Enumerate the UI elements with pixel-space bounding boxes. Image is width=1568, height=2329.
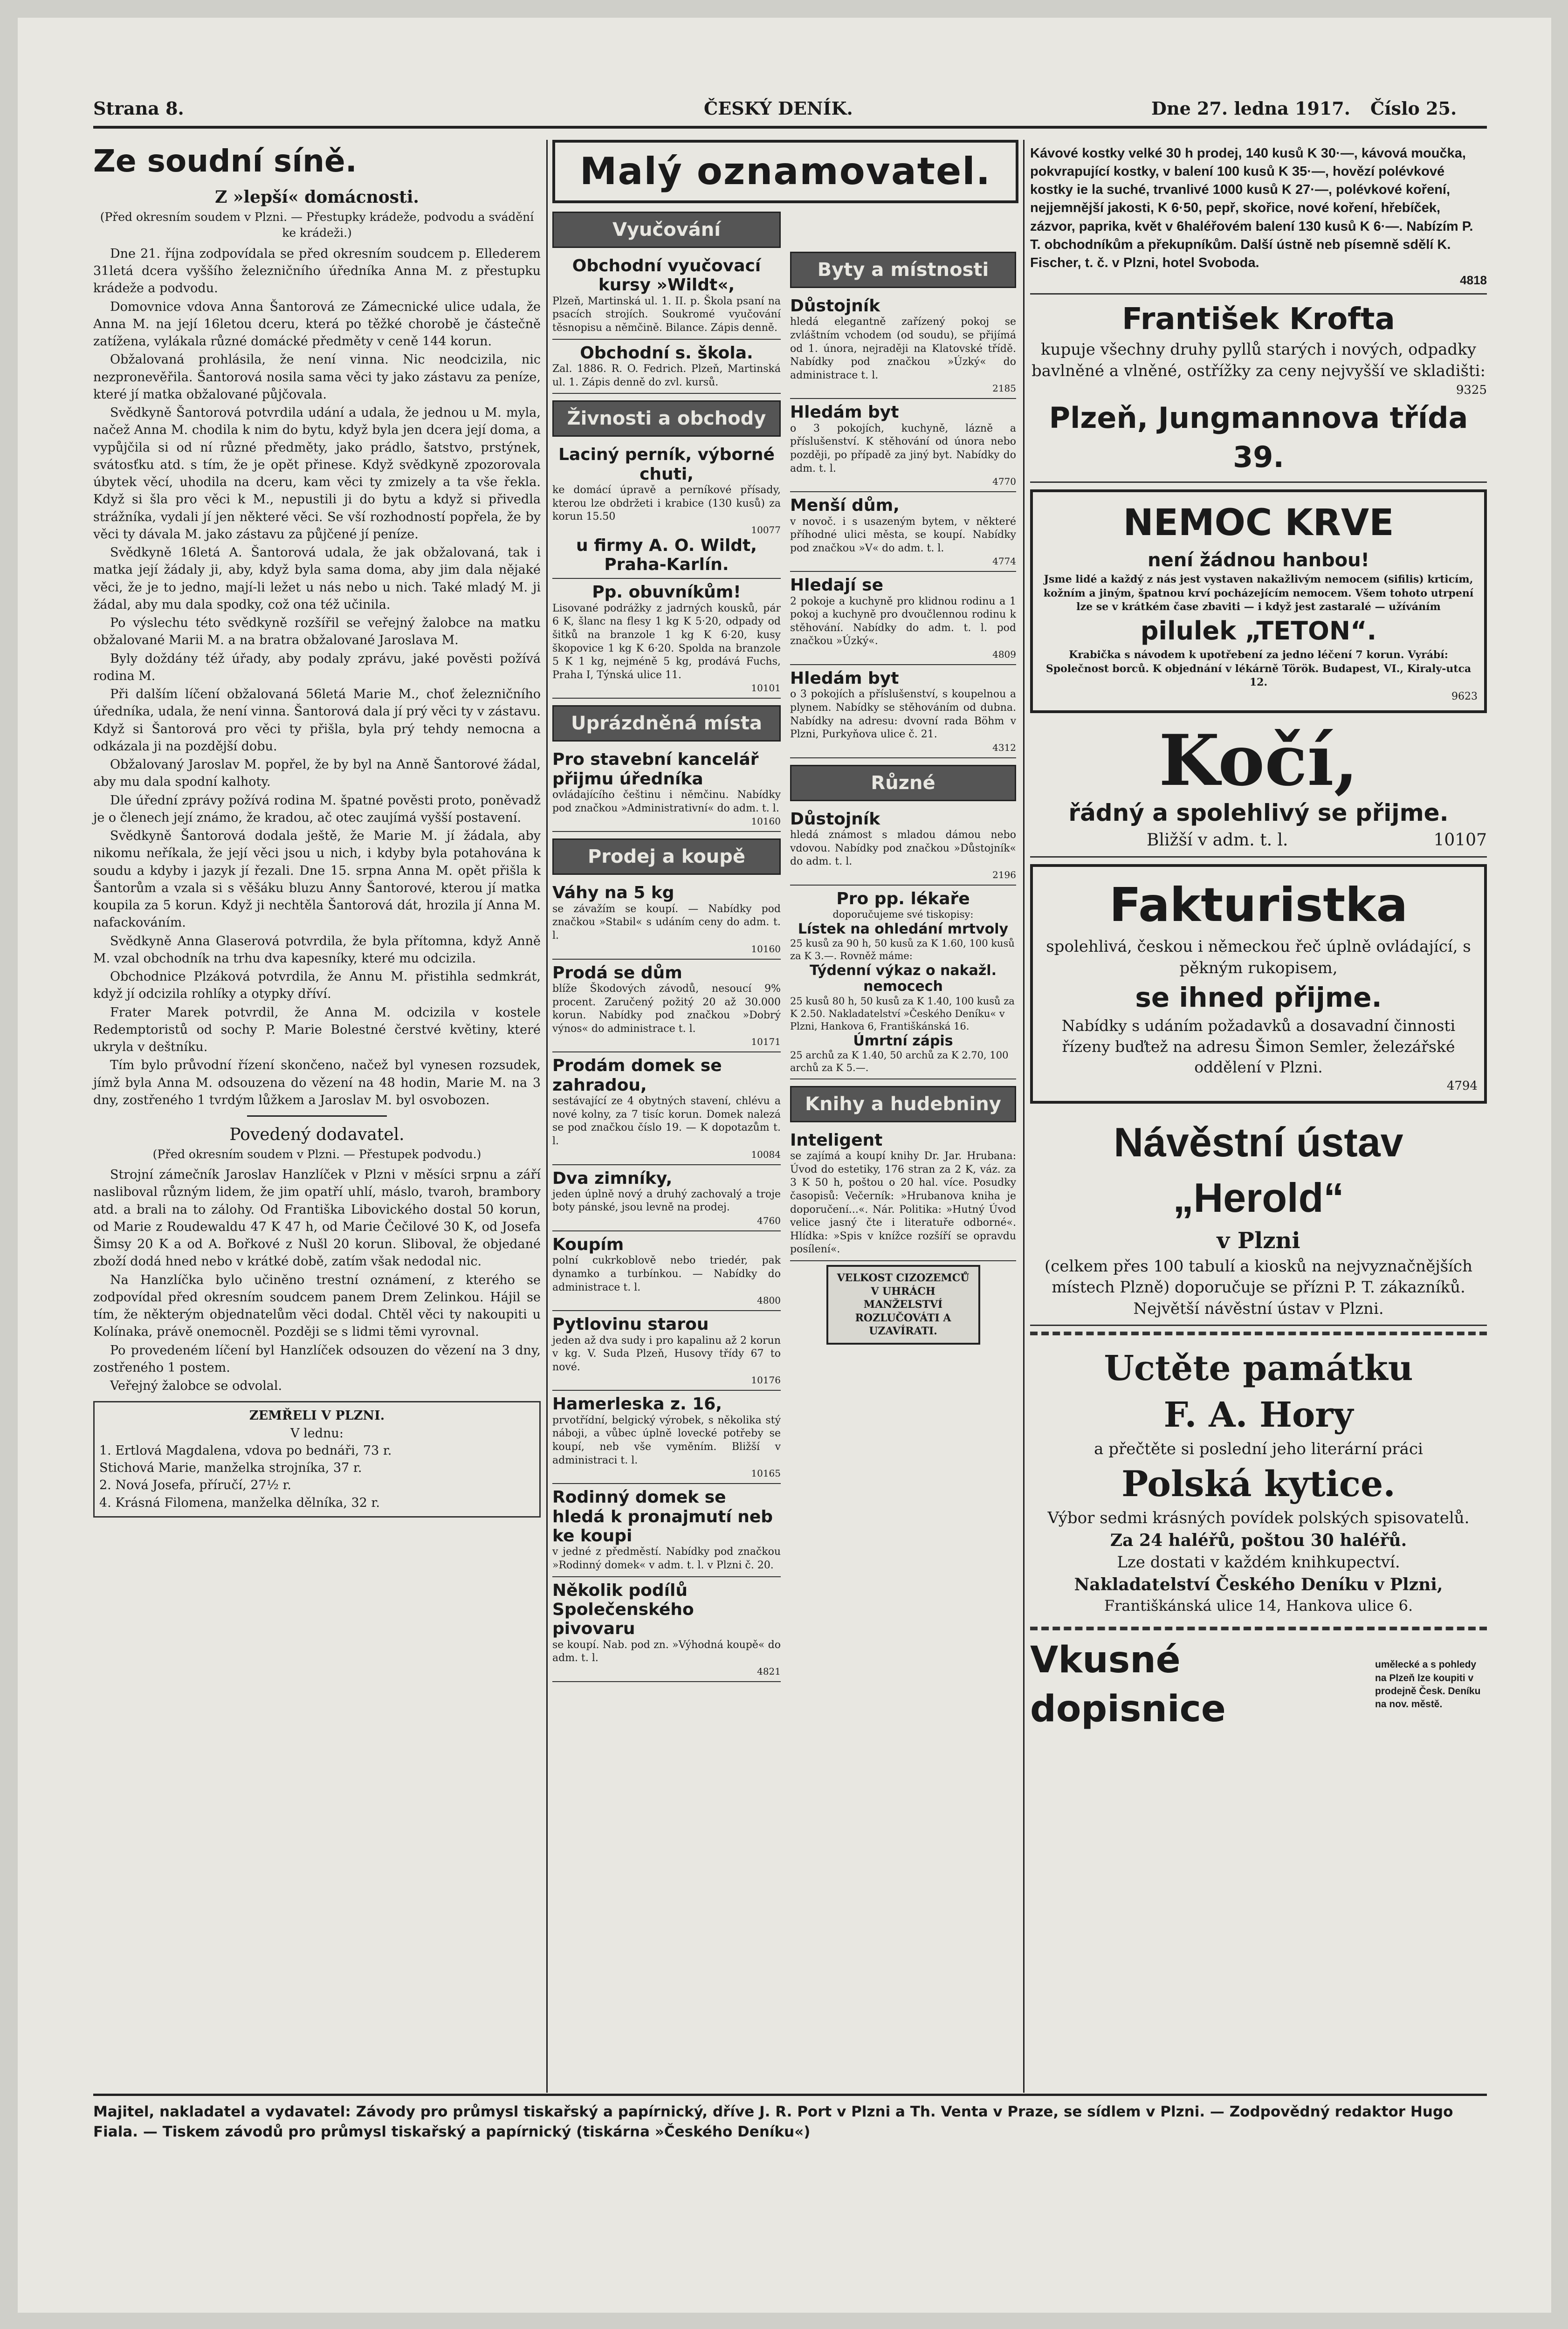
author-name: F. A. Hory <box>1163 1395 1354 1436</box>
coffee-cubes-ad <box>1030 140 1487 295</box>
article-paragraph: Svědkyně Šantorová dodala ještě, že Marie M. jí žádala, aby nikomu neříkala, že její věci jsou u nich, i kdyby byla potahována k soudu a kdyby i jazyk jí řezali. Dne 15. srpna Anna M. opět přišla k Šantorům a vzala si s věšáku bluzu Anny Šantorové, kterou jí matka koupila za 5 korun. Když ji nechtěla Šantorová dát, hrozila jí Anna M. nafackováním. <box>93 829 541 930</box>
deaths-item: 4. Krásná Filomena, manželka dělníka, 32 r. <box>99 1495 380 1510</box>
deaths-month: V lednu: <box>290 1426 344 1441</box>
ad-title: Pytlovinu starou <box>552 1315 709 1334</box>
classified-ad <box>790 293 1016 399</box>
ad-number: 10084 <box>751 1148 781 1160</box>
section-header-knihy: Knihy a hudebniny <box>790 1086 1016 1122</box>
classified-ad <box>552 1484 781 1577</box>
ad-body: o 3 pokojích, kuchyně, lázně a příslušenství. K stěhování od února nebo později, po případě za jiný byt. Nabídky do adm. t. l. <box>790 422 1016 474</box>
classified-ad <box>790 1127 1016 1261</box>
article-subtitle: (Před okresním soudem v Plzni. — Přestupek podvodu.) <box>152 1147 481 1161</box>
article-subtitle: (Před okresním soudem v Plzni. — Přestupky krádeže, podvodu a svádění ke krádeži.) <box>100 210 534 240</box>
article-paragraph: Obžalovaná prohlásila, že není vinna. Nic neodcizila, nic nezpronevěřila. Šantorová nosila sama věci ty jako zástavu za peníze, které jí matka obžalované půjčovala. <box>93 352 541 402</box>
ad-number: 9325 <box>1456 383 1487 398</box>
ad-number: 10176 <box>751 1374 781 1386</box>
ad-highlight: se ihned přijme. <box>1135 982 1382 1014</box>
ad-body: hledá elegantně zařízený pokoj se zvláštním vchodem (od soudu), se přijímá od 1. února, nejraději na Klatovské třídě. Nabídky pod značkou »Úzký« do administrace t. l. <box>790 316 1016 381</box>
ad-number: 4818 <box>1460 273 1487 287</box>
ad-title: Menší dům, <box>790 496 900 515</box>
ad-number: 10160 <box>751 816 781 827</box>
ad-title: Fakturistka <box>1109 878 1408 933</box>
herold-ad <box>1030 1110 1487 1326</box>
ad-number: 4760 <box>757 1215 781 1227</box>
doctor-forms-ad <box>790 886 1016 1079</box>
article-paragraph: Veřejný žalobce se odvolal. <box>110 1379 282 1394</box>
article-paragraph: Frater Marek potvrdil, že Anna M. odcizila v kostele Redemptoristů od sochy P. Marie Bolestné čerstvé květiny, které ukryla v deštníku. <box>93 1005 541 1054</box>
ad-subtitle: není žádnou hanbou! <box>1148 550 1369 571</box>
ad-title: Důstojník <box>790 809 880 829</box>
issue-number: Číslo 25. <box>1370 98 1457 119</box>
classified-ad <box>552 253 781 340</box>
ad-body: polní cukrkoblově nebo triedér, pak dynamko a turbínkou. — Nabídky do administrace t. l. <box>552 1255 781 1293</box>
ad-title: Hledám byt <box>790 403 899 422</box>
court-column <box>93 140 541 2088</box>
article-paragraph: Po výslechu této svědkyně rozšířil se veřejný žalobce na matku obžalované Marii M. a na bratra obžalované Jaroslava M. <box>93 616 541 648</box>
classified-ad <box>552 441 781 579</box>
ad-offer: Nabídky s udáním požadavků a dosavadní činnosti řízeny buďtež na adresu Šimon Semler, železářské oddělení v Plzni. <box>1061 1017 1456 1077</box>
ad-address: Plzeň, Jungmannova třída 39. <box>1049 401 1468 474</box>
article-paragraph: Domovnice vdova Anna Šantorová ze Zámecnické ulice udala, že Anna M. na její 16letou dceru, která po těžké chorobě je částečně zatížena, vylákala různé domácké předměty v ceně 144 korun. <box>93 299 541 349</box>
classified-ad <box>552 1165 781 1232</box>
ad-number: 4800 <box>757 1295 781 1306</box>
ad-body: se zajímá a koupí knihy Dr. Jar. Hrubana: Úvod do estetiky, 176 stran za 2 K, váz. za 3 K 50 h, poštou o 20 hal. více. Posudky časopisů: Večerník: »Hrubanova kniha je doporučení...«. Nár. Politika: »Hutný Úvod velice jasný čte i literatuře odborné«. Hlídka: »Spis v knížce rozšíří se opravdu posílení«. <box>790 1150 1016 1256</box>
classified-ad <box>552 340 781 394</box>
ad-title: Hamerleska z. 16, <box>552 1395 722 1414</box>
classified-ad <box>790 492 1016 572</box>
ad-number: 4774 <box>992 556 1016 567</box>
ad-body: ke domácí úpravě a perníkové přísady, kterou lze obdržeti i krabice (130 kusů) za korun 15.50 <box>552 484 781 523</box>
ad-number: 4794 <box>1446 1079 1478 1093</box>
ad-body: (celkem přes 100 tabulí a kiosků na nejvyznačnějších místech Plzně) doporučuje se přízni P. T. zákazníků. Největší návěstní ústav v Plzni. <box>1045 1257 1472 1319</box>
ad-title: Uctěte památku <box>1104 1348 1413 1389</box>
dashed-border <box>1030 1332 1487 1335</box>
section-header-byty: Byty a místnosti <box>790 252 1016 288</box>
ad-place: v Plzni <box>1217 1227 1300 1254</box>
ad-body: Zal. 1886. R. O. Fedrich. Plzeň, Martinská ul. 1. Zápis denně do zvl. kursů. <box>552 363 781 388</box>
column-divider-1 <box>546 140 548 2093</box>
article-paragraph: Strojní zámečník Jaroslav Hanzlíček v Plzni v měsíci srpnu a září nasliboval různým lidem, že jim opatří uhlí, máslo, tvaroh, brambory atd. a brali na to zálohy. Od Františka Libovického dostal 50 korun, od Marie z Roudewaldu 47 K 47 h, od Marie Čečilové 30 K, od Josefa Šimsy 20 K a od A. Bořkové z Nušl 20 korun. Sliboval, že objedané zboží dodá hned nebo v krátké době, zatím však nedodal nic. <box>93 1168 541 1269</box>
ad-body: Jsme lidé a každý z nás jest vystaven nakažlivým nemocem (sifilis) krticím, kožním a jiným, špatnou krví pocházejícím nemocem. Všem tohoto utrpení lze se v krátkém čase zbaviti — i když jest zastaralé — užíváním <box>1043 573 1474 613</box>
ad-body: blíže Škodových závodů, nesoucí 9% procent. Zaručený požitý 20 až 30.000 korun. Nabídky pod značkou »Dobrý výnos« do administrace t. l. <box>552 982 781 1035</box>
ad-title: Váhy na 5 kg <box>552 883 674 903</box>
ad-body: řádný a spolehlivý se přijme. <box>1068 799 1449 827</box>
classified-ad <box>552 960 781 1053</box>
ad-text: a přečtěte si poslední jeho literární práci <box>1094 1439 1423 1458</box>
ad-number: 2196 <box>992 869 1016 880</box>
ad-body: prvotřídní, belgický výrobek, s několika stý náboji, a vůbec úplně lovecké potřeby se koupí, neb vše vyměním. Bližší v administraci t. l. <box>552 1414 781 1466</box>
form-name: Lístek na ohledání mrtvoly <box>798 921 1009 937</box>
ad-body: v novoč. i s usazeným bytem, v některé příhodné ulici města, se koupí. Nabídky pod značkou »V« do adm. t. l. <box>790 515 1016 554</box>
imprint-footer: Majitel, nakladatel a vydavatel: Závody pro průmysl tiskařský a papírnický, dříve J. R. Port v Plzni a Th. Venta v Praze, se sídlem v Plzni. — Zodpovědný redaktor Hugo Fiala. — Tiskem závodů pro průmysl tiskařský a papírnický (tiskárna »Českého Deníku«) <box>93 2103 1453 2141</box>
ad-body: spolehlivá, českou i německou řeč úplně ovládající, s pěkným rukopisem, <box>1046 937 1471 978</box>
publisher-address: Františkánská ulice 14, Hankova ulice 6. <box>1104 1597 1413 1615</box>
classified-ad <box>790 806 1016 886</box>
ad-title: Návěstní ústav „Herold“ <box>1114 1119 1403 1221</box>
classified-ad <box>790 665 1016 758</box>
ad-title: Prodá se dům <box>552 963 682 982</box>
article-title: Povedený dodavatel. <box>229 1125 405 1144</box>
ad-title: NEMOC KRVE <box>1123 502 1394 544</box>
classified-ad <box>552 746 781 832</box>
product-name: pilulek „TETON“. <box>1140 616 1377 646</box>
krofta-ad <box>1030 295 1487 483</box>
article-paragraph: Svědkyně 16letá A. Šantorová udala, že jak obžalovaná, tak i matka její žádaly ji, aby, když byla sama doma, aby jim dala nějaké věci, že je to jedno, mají-li ležet u nás nebo u nich. Také mladý M. ji žádal, aby mu dala spodky, což ona též učinila. <box>93 545 541 612</box>
ad-number: 10160 <box>751 943 781 955</box>
deaths-notice <box>93 1401 541 1518</box>
form-price: 25 kusů 80 h, 50 kusů za K 1.40, 100 kusů za K 2.50. Nakladatelství »Českého Deníku« v Plzni, Hankova 6, Františkánská 16. <box>790 995 1015 1032</box>
postcards-ad <box>1030 1636 1487 1734</box>
ad-title: Hledám byt <box>790 669 899 688</box>
form-price: 25 kusů za 90 h, 50 kusů za K 1.60, 100 kusů za K 3.—. Rovněž máme: <box>790 938 1015 962</box>
ad-number: 10077 <box>751 524 781 536</box>
article-paragraph: Svědkyně Šantorová potvrdila udání a udala, že jednou u M. myla, načež Anna M. chodila k nim do bytu, když byla jen dcera její doma, a vypůjčila si od ní různé předměty, jako prádlo, šatstvo, prstýnek, svátosťku atd. s tím, že je opět přinese. Když svědkyně zpozorovala úbytek věcí, uhodila na dceru, kam věci ty zmizely a ta vše řekla. Když si šla pro věci k M., nepustili ji do bytu a když si přivedla strážníka, vydali jí jen některé věci. Se vší rozhodností popřela, že by věci ty dávala M. jako zástavu za půjčené jí peníze. <box>93 405 541 542</box>
article-separator <box>247 1115 387 1117</box>
newspaper-title: ČESKÝ DENÍK. <box>704 98 853 119</box>
ad-body: Plzeň, Martinská ul. 1. II. p. Škola psaní na psacích strojích. Soukromé vyučování těsnopisu a němčině. Bilance. Zápis denně. <box>552 295 781 334</box>
ad-number: 10101 <box>751 682 781 694</box>
court-heading: Ze soudní síně. <box>93 143 357 179</box>
ad-body: Lisované podrážky z jadrných kousků, pár 6 K, šlanc na flesy 1 kg K 5·20, odpady od šitků na branzole 1 kg K 6·20, kusy škopovice 1 kg K 6·20. Spolda na branzole 5 K 1 kg, nejméně 5 kg, prodává Fuchs, Praha I, Týnská ulice 11. <box>552 602 781 681</box>
classified-ad <box>552 1391 781 1484</box>
ad-title: Několik podílů Společenského pivovaru <box>552 1580 694 1639</box>
ad-number: 2185 <box>992 383 1016 394</box>
ad-number: 4312 <box>992 742 1016 753</box>
article-paragraph: Obchodnice Plzáková potvrdila, že Annu M. přistihla sedmkrát, když jí odcizila rohlíky a otypky dříví. <box>93 969 541 1002</box>
page-number: Strana 8. <box>93 98 184 119</box>
ad-number: 10171 <box>751 1036 781 1048</box>
deaths-item: Stichová Marie, manželka strojníka, 37 r. <box>99 1461 362 1476</box>
article-paragraph: Dne 21. října zodpovídala se před okresním soudcem p. Ellederem 31letá dcera vyššího železničního úředníka Anna M. z přestupku krádeže a podvodu. <box>93 246 541 296</box>
classifieds-banner: Malý oznamovatel. <box>552 140 1018 203</box>
section-header-vyucovani: Vyučování <box>552 212 781 248</box>
display-ads-column <box>1030 140 1487 2088</box>
ad-title: Hledají se <box>790 576 884 595</box>
ad-side: umělecké a s pohledy na Plzeň lze koupiti v prodejně Česk. Deníku na nov. městě. <box>1375 1659 1481 1710</box>
deaths-item: 2. Nová Josefa, příručí, 27½ r. <box>99 1478 292 1493</box>
teton-ad <box>1030 489 1487 713</box>
ad-body: 2 pokoje a kuchyně pro klidnou rodinu a 1 pokoj a kuchyně pro dvoučlennou rodinu k stěhování. Nabídky do adm. t. l. pod značkou »Úzký«. <box>790 595 1016 647</box>
classified-ad <box>790 572 1016 665</box>
ad-body: ovládajícího češtinu i němčinu. Nabídky pod značkou »Administrativní« do adm. t. l. <box>552 789 781 814</box>
ad-title: Inteligent <box>790 1130 883 1150</box>
ad-body: o 3 pokojích a příslušenství, s koupelnou a plynem. Nabídky se stěhováním od dubna. Nabídky na adresu: dvovní rada Böhm v Plzni, Purkyňova ulice č. 21. <box>790 688 1016 741</box>
coachman-ad <box>1030 720 1487 858</box>
form-price: 25 archů za K 1.40, 50 archů za K 2.70, 100 archů za K 5.—. <box>790 1050 1009 1074</box>
hory-book-ad <box>1030 1341 1487 1621</box>
ad-title: František Krofta <box>1122 302 1395 337</box>
ad-number: 4809 <box>992 649 1016 660</box>
ad-body: kupuje všechny druhy pyllů starých i nových, odpadky bavlněné a vlněné, ostřížky za ceny nejvyšší ve skladišti: <box>1031 340 1486 381</box>
ad-info: Bližší v adm. t. l. <box>1147 830 1288 850</box>
ad-title: Dva zimníky, <box>552 1168 673 1188</box>
book-cover-placard: VELKOST CIZOZEMCŮ V UHRÁCH MANŽELSTVÍ ROZLUČOVÁTI A UZAVÍRATI. <box>826 1265 980 1345</box>
ad-body: sestávající ze 4 obytných stavení, chlévu a nové kolny, za 7 tisíc korun. Domek nalezá se pod značkou číslo 19. — K dopotazům t. l. <box>552 1095 781 1147</box>
issue-date: Dne 27. ledna 1917. <box>1151 98 1350 119</box>
article-paragraph: Obžalovaný Jaroslav M. popřel, že by byl na Anně Šantorové žádal, aby mu dala spodní kalhoty. <box>93 757 541 790</box>
ad-title: Pp. obuvníkům! <box>592 583 741 602</box>
ad-number: 4821 <box>757 1665 781 1677</box>
ad-title: Prodám domek se zahradou, <box>552 1056 722 1095</box>
classified-ad <box>552 1231 781 1311</box>
ad-title: Obchodní s. škola. <box>580 343 753 363</box>
section-header-uprazdnena: Uprázdněná místa <box>552 705 781 742</box>
article-paragraph: Dle úřední zprávy požívá rodina M. špatné pověsti proto, poněvadž je o členech její známo, že kradou, ač otec zaujímá vyšší postavení. <box>93 793 541 825</box>
classified-ad <box>552 579 781 699</box>
column-divider-3 <box>1023 140 1025 2093</box>
article-title: Z »lepší« domácnosti. <box>215 187 419 207</box>
ad-body: se koupí. Nab. pod zn. »Výhodná koupě« do adm. t. l. <box>552 1639 781 1664</box>
ad-title: u firmy A. O. Wildt, Praha-Karlín. <box>576 536 757 575</box>
book-description: Výbor sedmi krásných povídek polských spisovatelů. <box>1047 1509 1470 1528</box>
ad-number: 10107 <box>1433 830 1487 850</box>
masthead-rule <box>93 126 1487 129</box>
form-name: Týdenní výkaz o nakažl. nemocech <box>810 962 997 995</box>
form-name: Úmrtní zápis <box>853 1032 953 1049</box>
fakturistka-ad <box>1030 864 1487 1104</box>
section-header-prodej: Prodej a koupě <box>552 838 781 875</box>
classified-ad <box>552 1311 781 1391</box>
ad-title: Laciný perník, výborné chuti, <box>558 445 775 484</box>
article-paragraph: Tím bylo průvodní řízení skončeno, načež byl vynesen rozsudek, jímž byla Anna M. odsouzena do vězení na 48 hodin, Marie M. na 3 dny, zostřeného 1 tvrdým lůžkem a Jaroslav M. byl osvobozen. <box>93 1058 541 1107</box>
classifieds-column-right <box>790 252 1016 2088</box>
article-paragraph: Při dalším líčení obžalovaná 56letá Marie M., choť železničního úředníka, udala, že není vinna. Šantorová dala jí prý věci ty v zástavu. Když si Šantorová pro věci ty přišla, byla prý tehdy nemocna a odkázala ji na pozdější dobu. <box>93 687 541 754</box>
ad-intro: doporučujeme své tiskopisy: <box>832 909 974 921</box>
ad-title: Vkusné dopisnice <box>1030 1639 1226 1730</box>
section-header-zivnosti: Živnosti a obchody <box>552 400 781 437</box>
ad-title: Pro stavební kancelář přijmu úředníka <box>552 750 759 789</box>
ad-info-row <box>1030 829 1487 852</box>
ad-title: Kočí, <box>1159 719 1358 802</box>
article-paragraph: Svědkyně Anna Glaserová potvrdila, že byla přítomna, když Anně M. vzal obchodník na trhu dva kapesníky, které mu odcizila. <box>93 934 541 966</box>
ad-title: Důstojník <box>790 296 880 316</box>
ad-title: Rodinný domek se hledá k pronajmutí neb ke koupi <box>552 1488 773 1546</box>
ad-title: Pro pp. lékaře <box>836 889 970 908</box>
ad-title: Koupím <box>552 1235 624 1255</box>
classified-ad <box>552 1052 781 1165</box>
ad-number: 9623 <box>1451 691 1478 703</box>
ad-body: se závažím se koupí. — Nabídky pod značkou »Stabil« s udáním ceny do adm. t. l. <box>552 903 781 941</box>
book-price: Za 24 haléřů, poštou 30 haléřů. <box>1110 1531 1407 1551</box>
ad-body: Kávové kostky velké 30 h prodej, 140 kusů K 30·—, kávová moučka, pokvrapující kostky, v balení 100 kusů K 35·—, hovězí polévkové kostky ie la suché, trvanlivé 1000 kusů K 27·—, polévkové koření, nejjemnější jakosti, K 6·50, pepř, skořice, nové koření, hřebíček, zázvor, paprika, květ v 6haléřovém balení 130 kusů K 6·—. Nabízím P. T. obchodníkům a překupníkům. Další ústně neb písemně sdělí K. Fischer, t. č. v Plzni, hotel Svoboda. <box>1030 146 1473 270</box>
book-title: Polská kytice. <box>1121 1463 1396 1505</box>
article-paragraph: Byly doždány též úřady, aby podaly zprávu, jaké pověsti požívá rodina M. <box>93 651 541 683</box>
dashed-border <box>1030 1627 1487 1630</box>
ad-number: 4770 <box>992 476 1016 488</box>
classified-ad <box>790 399 1016 492</box>
ad-body: jeden až dva sudy i pro kapalinu až 2 korun v kg. V. Suda Plzeň, Husovy třídy 67 to nové. <box>552 1334 781 1373</box>
ad-body: hledá známost s mladou dámou nebo vdovou. Nabídky pod značkou »Důstojník« do adm. t. l. <box>790 829 1016 868</box>
publisher: Nakladatelství Českého Deníku v Plzni, <box>1074 1574 1443 1594</box>
deaths-item: 1. Ertlová Magdalena, vdova po bednáři, 73 r. <box>99 1443 392 1458</box>
article-paragraph: Po provedeném líčení byl Hanzlíček odsouzen do vězení na 3 dny, zostřeného 1 postem. <box>93 1343 541 1375</box>
footer-rule <box>93 2094 1487 2096</box>
ad-body: jeden úplně nový a druhý zachovalý a troje boty pánské, jsou levně na prodej. <box>552 1188 781 1214</box>
article-paragraph: Na Hanzlíčka bylo učiněno trestní oznámení, z kterého se zodpovídal před okresním soudcem panem Drem Zelinkou. Hájil se tím, že některým objednatelům věci dodal. Chtěl věci ty nakoupiti u Kolínaka, právě onemocněl. Později se s lidmi těmi vyrovnal. <box>93 1272 541 1340</box>
book-availability: Lze dostati v každém knihkupectví. <box>1117 1553 1400 1572</box>
deaths-title: ZEMŘELI V PLZNI. <box>249 1408 385 1423</box>
classified-ad <box>552 1577 781 1682</box>
ad-title: Obchodní vyučovací kursy »Wildt«, <box>572 256 761 295</box>
section-header-ruzne: Různé <box>790 765 1016 801</box>
ad-body: v jedné z předměstí. Nabídky pod značkou »Rodinný domek« v adm. t. l. v Plzni č. 20. <box>552 1546 781 1571</box>
ad-number: 10165 <box>751 1468 781 1479</box>
ad-footer: Krabička s návodem k upotřebení za jedno léčení 7 korun. Vyrábí: Společnost borců. K objednání v lékárně Török. Budapest, VI., Kiraly-utca 12. <box>1045 648 1472 689</box>
classified-ad <box>552 879 781 959</box>
